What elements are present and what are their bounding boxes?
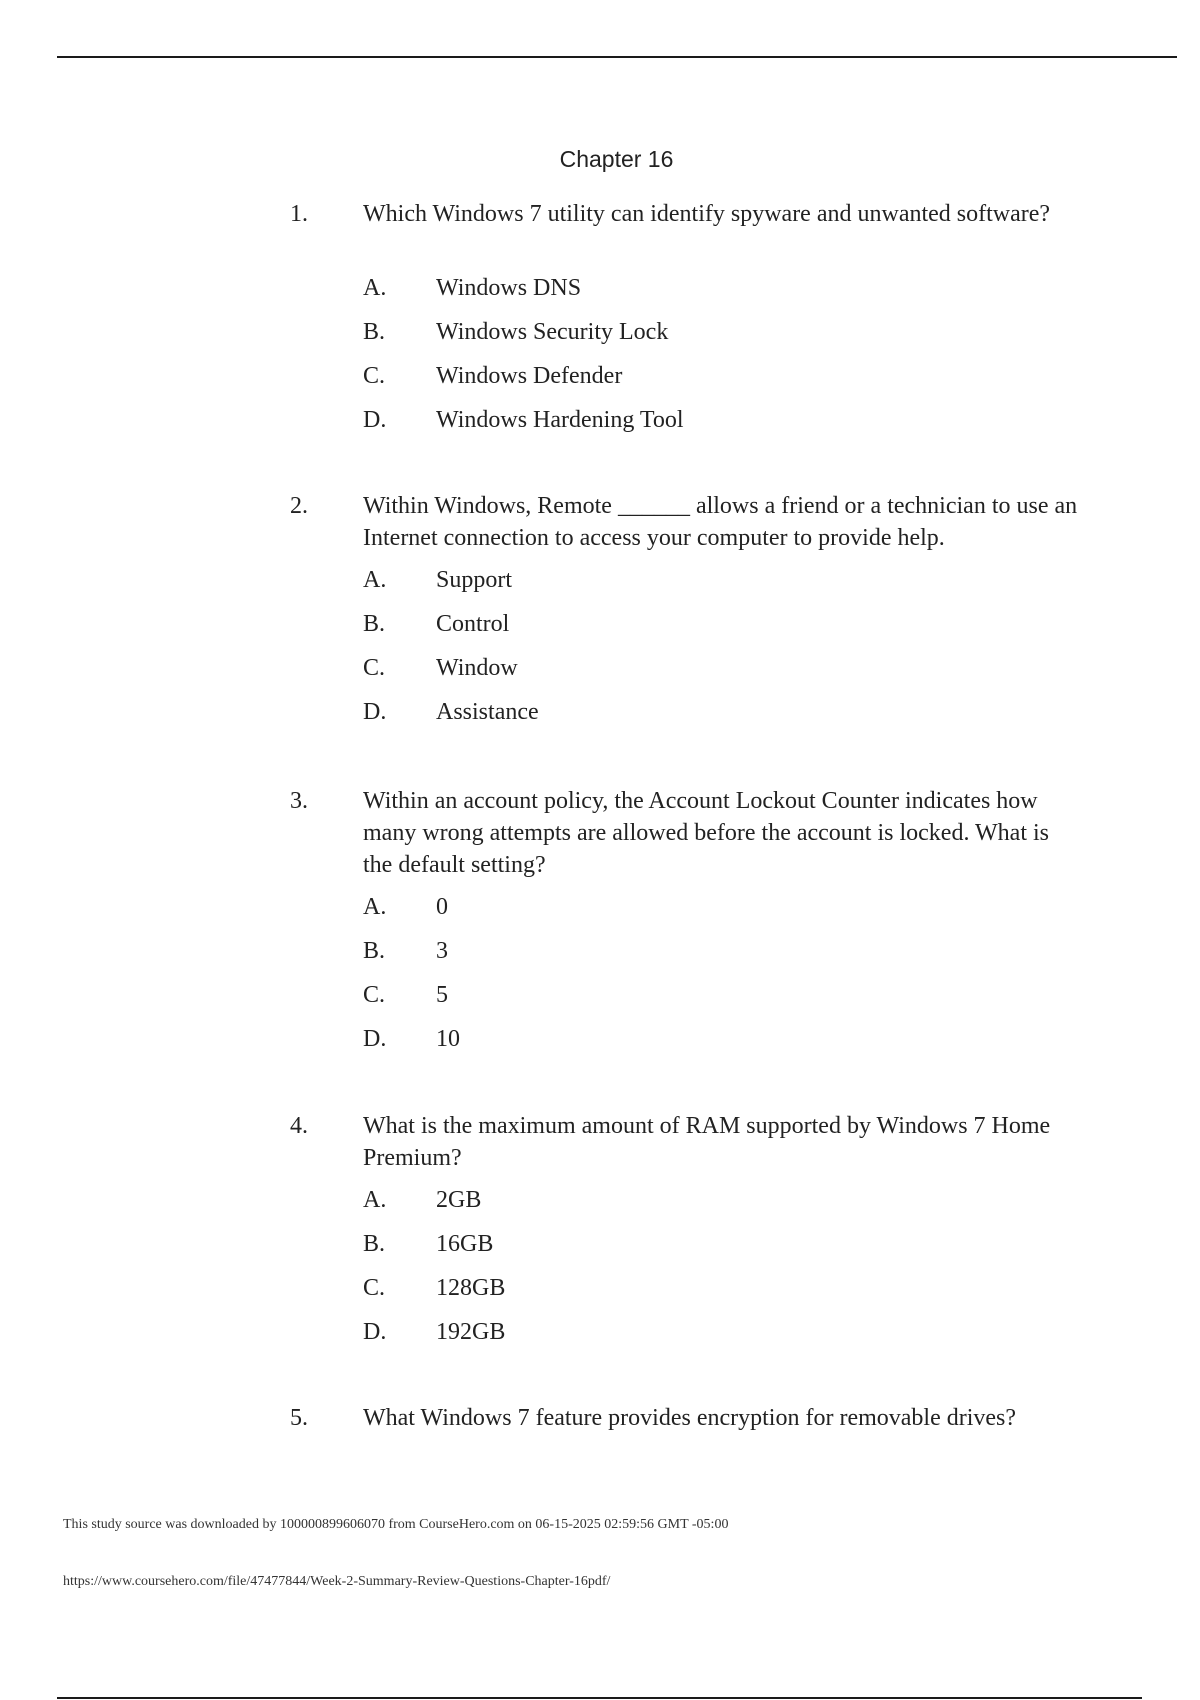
question-text: What Windows 7 feature provides encryption for removable drives?: [363, 1405, 1017, 1431]
question-text: Which Windows 7 utility can identify spyware and unwanted software?: [363, 201, 1051, 227]
option-letter: A.: [363, 275, 387, 301]
option-text: Windows Defender: [436, 363, 623, 389]
question-text: What is the maximum amount of RAM supported by Windows 7 Home Premium?: [363, 1113, 1051, 1171]
download-source-note: This study source was downloaded by 100000899606070 from CourseHero.com on 06-15-2025 02:59:56 GMT -05:00: [63, 1517, 729, 1532]
question-number: 4.: [290, 1113, 308, 1139]
source-url[interactable]: https://www.coursehero.com/file/47477844/Week-2-Summary-Review-Questions-Chapter-16pdf/: [63, 1574, 611, 1589]
option-letter: D.: [363, 1026, 387, 1052]
option-text: Windows Hardening Tool: [436, 407, 684, 433]
chapter-title: Chapter 16: [559, 146, 674, 172]
option-letter: C.: [363, 363, 386, 389]
option-letter: B.: [363, 611, 386, 637]
option-letter: A.: [363, 894, 387, 920]
question-number: 1.: [290, 201, 308, 227]
option-text: Assistance: [436, 699, 539, 725]
option-text: Window: [436, 655, 518, 681]
option-letter: C.: [363, 982, 386, 1008]
option-text: 10: [436, 1026, 460, 1052]
question-text: Within an account policy, the Account Lockout Counter indicates how many wrong attempts are allowed before the account is locked. What is the default setting?: [363, 788, 1049, 878]
option-letter: B.: [363, 1231, 386, 1257]
option-text: 192GB: [436, 1319, 506, 1345]
option-text: 0: [436, 894, 448, 920]
option-letter: C.: [363, 655, 386, 681]
option-letter: D.: [363, 1319, 387, 1345]
option-text: 5: [436, 982, 448, 1008]
option-text: 128GB: [436, 1275, 506, 1301]
option-letter: C.: [363, 1275, 386, 1301]
option-letter: A.: [363, 1187, 387, 1213]
option-text: Windows Security Lock: [436, 319, 669, 345]
option-text: 2GB: [436, 1187, 482, 1213]
option-letter: A.: [363, 567, 387, 593]
option-text: Windows DNS: [436, 275, 582, 301]
bottom-rule: [57, 1697, 1142, 1699]
top-rule: [57, 56, 1177, 58]
question-number: 5.: [290, 1405, 308, 1431]
option-text: 3: [436, 938, 448, 964]
option-letter: B.: [363, 938, 386, 964]
option-text: Support: [436, 567, 513, 593]
question-number: 2.: [290, 493, 308, 519]
question-number: 3.: [290, 788, 308, 814]
option-letter: D.: [363, 407, 387, 433]
option-text: Control: [436, 611, 510, 637]
question-text: Within Windows, Remote ______ allows a friend or a technician to use an Internet connection to access your computer to provide help.: [363, 493, 1078, 551]
option-text: 16GB: [436, 1231, 494, 1257]
option-letter: B.: [363, 319, 386, 345]
option-letter: D.: [363, 699, 387, 725]
